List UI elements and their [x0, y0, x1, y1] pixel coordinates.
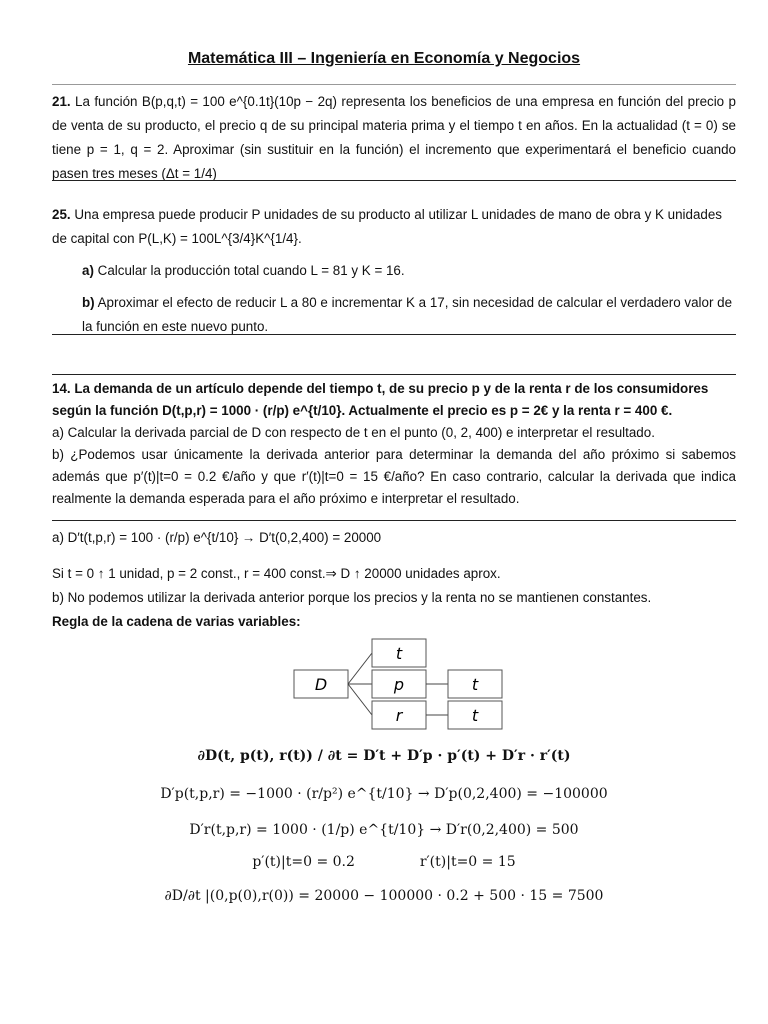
solution-regla: Regla de la cadena de varias variables:	[52, 614, 301, 629]
problem-25-a-label: a)	[82, 263, 94, 278]
divider	[52, 180, 736, 181]
divider	[52, 84, 736, 85]
equation-r-prime: r′(t)|t=0 = 15	[419, 854, 516, 870]
equation-dp: D′p(t,p,r) = −1000 · (r/p²) e^{t/10} → D′p(0,2,400) = −100000	[160, 786, 608, 802]
equation-dr: D′r(t,p,r) = 1000 · (1/p) e^{t/10} → D′r(0,2,400) = 500	[189, 822, 579, 838]
problem-14-line1: 14. La demanda de un artículo depende del tiempo t, de su precio p y de la renta r de los consumidores	[52, 381, 709, 396]
problem-25-a-text: Calcular la producción total cuando L = 81 y K = 16.	[97, 263, 405, 278]
problem-25-intro: Una empresa puede producir P unidades de su producto al utilizar L unidades de mano de obra y K unidades de capital con P(L,K) = 100L^{3/4}K^{1/4}.	[52, 207, 723, 246]
equation-derivatives	[0, 854, 768, 870]
problem-25	[52, 203, 736, 339]
solution-si: Si t = 0 ↑ 1 unidad, p = 2 const., r = 400 const.⇒ D ↑ 20000 unidades aprox.	[52, 566, 501, 581]
problem-14-line2: según la función D(t,p,r) = 1000 · (r/p) e^{t/10}. Actualmente el precio es p = 2€ y la renta r = 400 €.	[52, 403, 673, 418]
solution-b: b) No podemos utilizar la derivada anterior porque los precios y la renta no se mantienen constantes.	[52, 590, 652, 605]
equation-p-prime: p′(t)|t=0 = 0.2	[252, 854, 355, 870]
equation-result: ∂D/∂t |(0,p(0),r(0)) = 20000 − 100000 · 0.2 + 500 · 15 = 7500	[164, 888, 604, 904]
page-title: Matemática III – Ingeniería en Economía y Negocios	[187, 50, 581, 67]
tree-label-r: r	[395, 706, 403, 725]
problem-14	[52, 378, 736, 510]
divider	[52, 520, 736, 521]
tree-edge	[348, 653, 372, 684]
problem-21	[52, 90, 736, 186]
divider	[52, 334, 736, 335]
divider	[52, 374, 736, 375]
tree-label-leaf: t	[471, 706, 479, 725]
equation-chain-rule: ∂D(t, p(t), r(t)) / ∂t = D′t + D′p · p′(t) + D′r · r′(t)	[197, 748, 571, 764]
problem-25-b-label: b)	[82, 295, 95, 310]
solution-text	[52, 526, 736, 634]
tree-label-root: D	[314, 675, 328, 694]
problem-21-number: 21.	[52, 94, 71, 109]
tree-label-t: t	[395, 644, 403, 663]
chain-rule-tree	[290, 636, 510, 736]
problem-25-number: 25.	[52, 207, 71, 222]
problem-21-text: La función B(p,q,t) = 100 e^{0.1t}(10p − 2q) representa los beneficios de una empresa en función del precio p de venta de su producto, el precio q de su principal materia prima y el tiempo t en años. En la actualidad (t = 0) se tiene p = 1, q = 2. Aproximar (sin sustituir en la función) el incremento que experimentará el beneficio cuando pasen tres meses (Δt = 1/4)	[52, 94, 736, 181]
tree-edge	[348, 684, 372, 715]
solution-a: a) D′t(t,p,r) = 100 · (r/p) e^{t/10} → D′t(0,2,400) = 20000	[52, 530, 382, 545]
problem-25-b-text: Aproximar el efecto de reducir L a 80 e incrementar K a 17, sin necesidad de calcular el verdadero valor de la función en este nuevo punto.	[82, 295, 733, 334]
tree-label-leaf: t	[471, 675, 479, 694]
tree-label-p: p	[393, 675, 405, 694]
problem-14-b: b) ¿Podemos usar únicamente la derivada anterior para determinar la demanda del año próximo si sabemos además que p′(t)|t=0 = 0.2 €/año y que r′(t)|t=0 = 15 €/año? En caso contrario, calcular la derivada que indica realmente la demanda esperada para el año próximo e interpretar el resultado.	[52, 447, 736, 506]
problem-14-a: a) Calcular la derivada parcial de D con respecto de t en el punto (0, 2, 400) e interpretar el resultado.	[52, 425, 655, 440]
